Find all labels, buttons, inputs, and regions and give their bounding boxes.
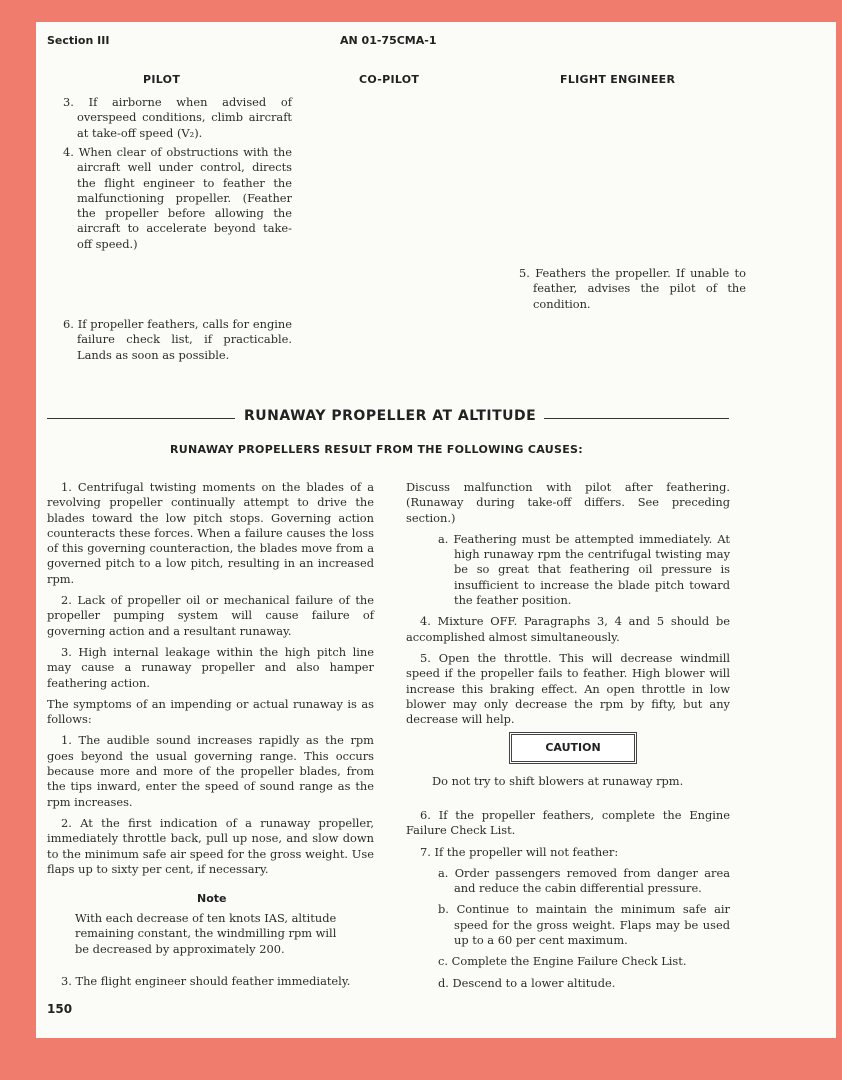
cause-2: 2. Lack of propeller oil or mechanical failure of the propeller pumping system will cause failure of governing action and a resultant runaway. bbox=[47, 593, 374, 638]
step-7b: b. Continue to maintain the minimum safe air speed for the gross weight. Flaps may be used up to a 60 per cent maximum. bbox=[438, 902, 730, 948]
document-code: AN 01-75CMA-1 bbox=[340, 34, 437, 47]
pilot-step-3: 3. If airborne when advised of overspeed conditions, climb aircraft at take-off speed (V₂). bbox=[63, 95, 292, 140]
title-rule-right bbox=[544, 418, 729, 419]
section-title: RUNAWAY PROPELLER AT ALTITUDE bbox=[244, 408, 537, 424]
pilot-step-6: 6. If propeller feathers, calls for engine failure check list, if practicable. Lands as soon as possible. bbox=[63, 317, 292, 362]
step-7-no-feather: 7. If the propeller will not feather: bbox=[420, 844, 619, 859]
step-4-mixture: 4. Mixture OFF. Paragraphs 3, 4 and 5 should be accomplished almost simultaneously. bbox=[406, 614, 730, 644]
note-text: With each decrease of ten knots IAS, altitude remaining constant, the windmilling rpm will be decreased by approximately 200. bbox=[75, 911, 337, 956]
step-5-throttle: 5. Open the throttle. This will decrease windmill speed if the propeller fails to feather. High blower will increase this braking effect. An open throttle in low blower may only decrease the rpm by fifty, but any decrease will help. bbox=[406, 650, 730, 727]
causes-subtitle: RUNAWAY PROPELLERS RESULT FROM THE FOLLOWING CAUSES: bbox=[170, 443, 583, 456]
step-7c: c. Complete the Engine Failure Check List. bbox=[438, 954, 687, 969]
cause-1: 1. Centrifugal twisting moments on the blades of a revolving propeller continually attempt to drive the blades toward the low pitch stops. Governing action counteracts these forces. When a failure causes the loss of this governing counteraction, the blades move from a governed pitch to a low pitch, resulting in an increased rpm. bbox=[47, 480, 374, 586]
note-heading: Note bbox=[197, 892, 227, 905]
step-a-feathering: a. Feathering must be attempted immediately. At high runaway rpm the centrifugal twisting may be so great that feathering oil pressure is insufficient to increase the blade pitch toward the feather position. bbox=[438, 531, 730, 608]
caution-label: CAUTION bbox=[545, 741, 601, 754]
symptom-3: 3. The flight engineer should feather immediately. bbox=[61, 974, 351, 988]
symptoms-intro: The symptoms of an impending or actual runaway is as follows: bbox=[47, 696, 374, 727]
page-number: 150 bbox=[47, 1002, 73, 1016]
title-rule-left bbox=[47, 418, 235, 419]
symptom-1: 1. The audible sound increases rapidly as the rpm goes beyond the usual governing range. This occurs because more and more of the propeller blades, from the tips inward, enter the speed of sound range as the rpm increases. bbox=[47, 733, 374, 809]
section-label: Section III bbox=[47, 34, 110, 47]
step-7d: d. Descend to a lower altitude. bbox=[438, 975, 616, 990]
engineer-step-5: 5. Feathers the propeller. If unable to feather, advises the pilot of the condition. bbox=[519, 266, 746, 311]
caution-box bbox=[509, 732, 637, 764]
engineer-column-heading: FLIGHT ENGINEER bbox=[560, 73, 676, 86]
cause-3: 3. High internal leakage within the high pitch line may cause a runaway propeller and also hamper feathering action. bbox=[47, 644, 374, 690]
step-7a: a. Order passengers removed from danger area and reduce the cabin differential pressure. bbox=[438, 865, 730, 896]
pilot-column-heading: PILOT bbox=[143, 73, 181, 86]
pilot-step-4: 4. When clear of obstructions with the aircraft well under control, directs the flight engineer to feather the malfunctioning propeller. (Feather the propeller before allowing the aircraft to accelerate beyond take-off speed.) bbox=[63, 145, 292, 251]
step-6-feathers: 6. If the propeller feathers, complete the Engine Failure Check List. bbox=[406, 808, 730, 838]
copilot-column-heading: CO-PILOT bbox=[359, 73, 420, 86]
discuss-malfunction: Discuss malfunction with pilot after feathering. (Runaway during take-off differs. See preceding section.) bbox=[406, 480, 730, 525]
caution-text: Do not try to shift blowers at runaway rpm. bbox=[432, 774, 684, 788]
symptom-2: 2. At the first indication of a runaway propeller, immediately throttle back, pull up nose, and slow down to the minimum safe air speed for the gross weight. Use flaps up to sixty per cent, if necessary. bbox=[47, 815, 374, 876]
